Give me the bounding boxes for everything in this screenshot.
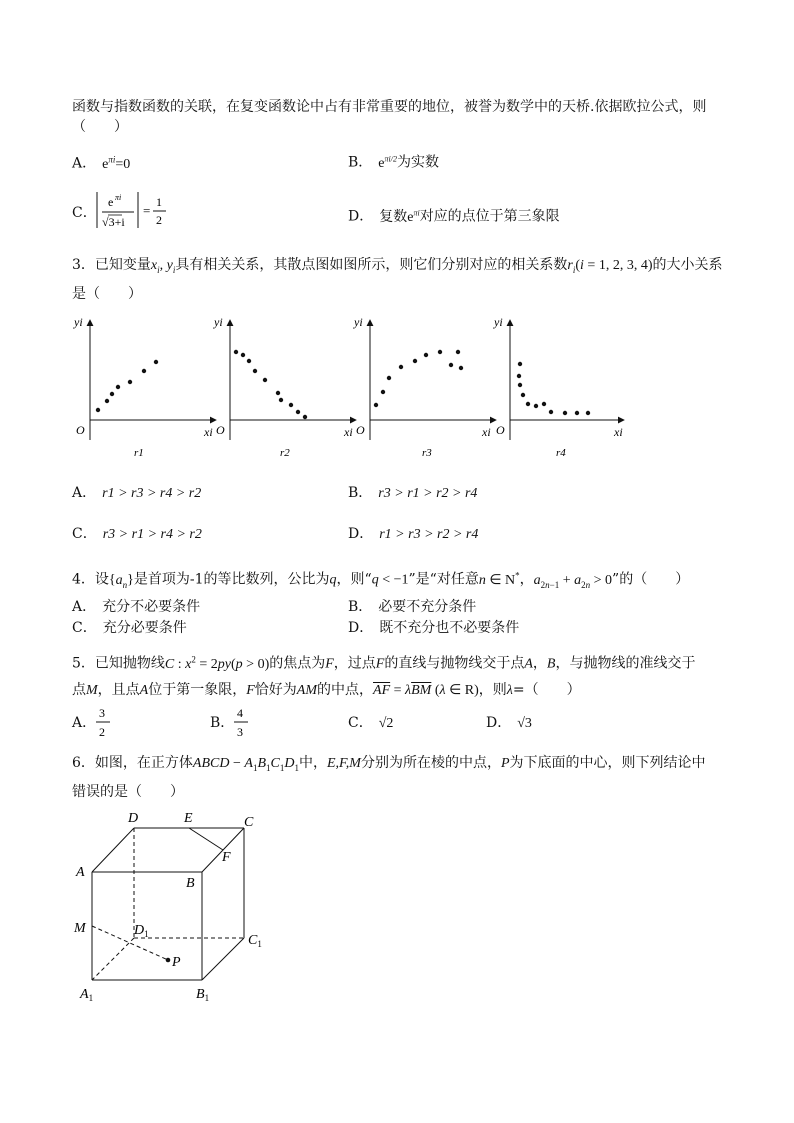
option-d-prefix: 复数 (379, 208, 408, 225)
data-point (253, 369, 257, 373)
q5-stem-line2 (72, 681, 581, 700)
label-D: D (128, 811, 139, 826)
label-B: B (186, 876, 195, 891)
point-P (166, 958, 171, 963)
y-axis-label: yi (494, 315, 503, 329)
origin-label: O (216, 423, 225, 437)
data-point (234, 350, 238, 354)
option-letter: D． (348, 620, 374, 636)
q5-stem-2d: 恰好为 (254, 682, 297, 698)
q5-stem-2b: ，且点 (97, 682, 140, 698)
label-P: P (172, 955, 181, 970)
q4-option-c[interactable] (72, 619, 187, 637)
data-point (549, 410, 553, 414)
data-point (399, 365, 403, 369)
q4-n-in-N: n ∈ N* (478, 570, 520, 588)
data-point (374, 403, 378, 407)
q6-cube-figure (70, 808, 280, 1008)
q5-stem-2e: 的中点， (317, 682, 374, 698)
q4-option-d[interactable] (348, 619, 519, 637)
option-letter: B． (348, 599, 373, 615)
label-A1: $A_1$ (80, 987, 94, 1003)
data-point (296, 410, 300, 414)
formula-half-den: 2 (156, 213, 162, 227)
data-point (518, 383, 522, 387)
scatter-plot-1 (73, 315, 216, 459)
q6-P: P (500, 756, 510, 771)
q6-stem-a: 6．如图，在正方体 (72, 755, 193, 771)
q5-parabola: C : $x^2 = 2py(p > 0)$ (164, 654, 270, 672)
q4-stem (72, 566, 689, 593)
option-text: √3 (517, 716, 532, 731)
scatter-plot-2 (213, 315, 356, 459)
option-letter: C． (72, 620, 97, 636)
y-axis-label: yi (354, 315, 363, 329)
q6-cube-name: ABCD − $A_1B_1C_1D_1$ (192, 756, 299, 773)
formula-exponent: πi (115, 193, 122, 202)
q3-option-a[interactable] (72, 484, 201, 503)
x-axis-label: xi (204, 425, 213, 439)
data-point (110, 392, 114, 396)
data-point (518, 362, 522, 366)
option-b-math: $e^{\pi i/2}$ (378, 154, 397, 171)
q3-stem-c: 的大小关系 (652, 257, 723, 273)
q5-stem-c: ，过点 (333, 655, 376, 672)
q3-option-d[interactable] (348, 525, 478, 544)
formula-numerator: e (108, 195, 114, 209)
label-B1: $B_1$ (196, 987, 210, 1003)
label-A: A (76, 865, 85, 880)
q4-stem-c: ，则“ (336, 571, 372, 588)
y-axis-label: yi (214, 315, 223, 329)
data-point (263, 378, 267, 382)
q5-stem-2f: ，则 (478, 682, 507, 698)
label-C1: $C_1$ (248, 933, 262, 949)
data-point (241, 353, 245, 357)
option-b-text: r3 > r1 > r2 > r4 (378, 486, 478, 501)
fraction-den: 3 (237, 725, 243, 739)
option-letter: D． (348, 526, 374, 542)
option-letter: A． (72, 485, 97, 501)
q3-stem-line1 (72, 256, 722, 279)
q4-option-a[interactable] (72, 598, 200, 616)
q5-option-d[interactable] (486, 714, 532, 733)
q6-EFM: E,F,M (326, 756, 361, 771)
option-letter: B． (210, 715, 235, 731)
option-a-text: r1 > r3 > r4 > r2 (102, 486, 202, 501)
data-point (413, 359, 417, 363)
plot-caption: r4 (556, 447, 566, 459)
q3-ri: $r_i$ (567, 258, 576, 275)
q2-option-c-letter[interactable]: C． (72, 205, 97, 221)
q3-stem-b: 具有相关关系，其散点图如图所示，则它们分别对应的相关系数 (175, 257, 568, 273)
q3-option-c[interactable] (72, 525, 202, 544)
data-point (438, 350, 442, 354)
option-d-math: $e^{\pi i}$ (407, 208, 420, 225)
q2-stem-line2: （ ） (72, 119, 128, 135)
q4-stem-f: ”的（ ） (612, 571, 690, 588)
label-D1: $D_1$ (134, 923, 149, 939)
q4-cond1: q < −1 (371, 572, 409, 588)
q4-q: q (329, 572, 337, 588)
option-b-suffix: 为实数 (396, 154, 439, 171)
option-text: √2 (378, 716, 394, 731)
q5-stem-d: 的直线与抛物线交于点 (384, 655, 525, 672)
data-point (279, 398, 283, 402)
plot-caption: r1 (134, 447, 144, 459)
option-a-math: $e^{\pi i}=0$ (102, 154, 131, 172)
origin-label: O (496, 423, 505, 437)
q4-cond2: $a_{2n-1} + a_{2n} > 0$ (533, 572, 613, 590)
data-point (575, 411, 579, 415)
plot-caption: r3 (422, 447, 432, 459)
q5-M: M (86, 683, 98, 698)
data-point (424, 353, 428, 357)
data-point (459, 366, 463, 370)
formula-equals: = (143, 203, 151, 218)
option-letter: D． (486, 715, 512, 731)
q2-option-a[interactable] (72, 150, 130, 174)
q2-stem-line1: 函数与指数函数的关联，在复变函数论中占有非常重要的地位，被誉为数学中的天桥.依据欧拉公式，则 (72, 99, 707, 115)
label-M: M (74, 921, 86, 936)
data-point (96, 408, 100, 412)
option-letter: B． (348, 485, 373, 501)
q2-option-b[interactable] (348, 150, 439, 173)
q6-stem-line2: 错误的是（ ） (72, 784, 184, 800)
q6-stem-c: 分别为所在棱的中点， (360, 755, 501, 771)
data-point (154, 360, 158, 364)
option-c-text: r3 > r1 > r4 > r2 (102, 527, 202, 542)
option-letter: C． (348, 715, 373, 731)
data-point (289, 403, 293, 407)
option-letter: B． (348, 154, 373, 171)
q6-stem-d: 为下底面的中心，则下列结论中 (509, 755, 706, 771)
data-point (276, 391, 280, 395)
q4-option-b[interactable] (348, 598, 476, 616)
data-point (456, 350, 460, 354)
option-text: 既不充分也不必要条件 (379, 620, 520, 636)
q5-B: B (546, 656, 556, 672)
data-point (517, 374, 521, 378)
q5-stem-e: ，与抛物线的准线交于 (555, 655, 696, 672)
q5-stem-2c: 位于第一象限， (148, 682, 247, 698)
q3-scatter-figures (68, 312, 638, 462)
option-letter: D． (348, 208, 374, 225)
q4-stem-a: 4．设 (72, 571, 109, 588)
option-letter: C． (72, 526, 97, 542)
q3-stem-a: 3．已知变量 (72, 257, 151, 273)
q5-vector-eq: $\overline{AF} = \lambda\overline{BM}$ (λ ∈ R) (373, 683, 479, 698)
q5-option-c[interactable] (348, 714, 393, 733)
q6-stem-b: 中， (298, 755, 327, 771)
data-point (387, 376, 391, 380)
q3-vars: $x_i$, $y_i$ (150, 258, 176, 275)
q2-option-d[interactable] (348, 204, 560, 227)
data-point (247, 359, 251, 363)
option-text: 充分必要条件 (102, 620, 187, 636)
q3-index-set: (i = 1, 2, 3, 4) (575, 258, 653, 273)
data-point (542, 402, 546, 406)
option-d-text: r1 > r3 > r2 > r4 (379, 527, 479, 542)
q5-F3: F (246, 683, 255, 698)
option-text: 充分不必要条件 (102, 599, 201, 615)
label-E: E (184, 811, 193, 826)
data-point (116, 385, 120, 389)
option-d-suffix: 对应的点位于第三象限 (419, 208, 560, 225)
scatter-plot-4 (493, 315, 624, 459)
q5-option-b[interactable] (210, 714, 234, 732)
q5-option-b-fraction (232, 704, 252, 740)
q3-stem-line2: 是（ ） (72, 286, 142, 302)
x-axis-label: xi (614, 425, 623, 439)
fraction-num: 4 (237, 706, 243, 720)
q5-AB: A (524, 656, 533, 672)
scatter-plot-3 (353, 315, 496, 459)
origin-label: O (356, 423, 365, 437)
q5-stem-2g: =（ ） (512, 682, 581, 698)
q3-option-b[interactable] (348, 484, 477, 503)
data-point (526, 402, 530, 406)
fraction-num: 3 (99, 706, 105, 720)
option-text: 必要不充分条件 (378, 599, 477, 615)
x-axis-label: xi (344, 425, 353, 439)
formula-denominator: √3+i (102, 215, 125, 229)
y-axis-label: yi (74, 315, 83, 329)
option-letter: A． (72, 715, 97, 731)
data-point (586, 411, 590, 415)
q5-A: A (139, 683, 149, 698)
q5-F2: F (375, 656, 385, 672)
plot-caption: r2 (280, 447, 290, 459)
q4-stem-e: ， (519, 571, 534, 588)
data-point (303, 415, 307, 419)
q5-F: F (325, 656, 334, 672)
formula-half-num: 1 (156, 195, 162, 209)
q4-seq: $\{a_n\}$ (108, 572, 134, 590)
data-point (449, 363, 453, 367)
origin-label: O (76, 423, 85, 437)
data-point (105, 399, 109, 403)
label-F: F (222, 850, 231, 865)
q5-stem-a: 5．已知抛物线 (72, 655, 165, 672)
q4-stem-b: 是首项为-1的等比数列，公比为 (133, 571, 330, 588)
q2-option-c-formula (94, 188, 174, 234)
q5-stem-2a: 点 (72, 682, 86, 698)
q5-lambda: λ (506, 683, 513, 698)
q5-AM: AM (296, 683, 318, 698)
x-axis-label: xi (482, 425, 491, 439)
q5-stem-b: 的焦点为 (269, 655, 326, 672)
q5-stem-line1: 5．已知抛物线C : $x^2 = 2py(p > 0)$的焦点为F，过点F的直线与抛物线交于点A，B，与抛物线的准线交于 (72, 654, 696, 672)
q6-stem-line1 (72, 754, 706, 777)
data-point (142, 369, 146, 373)
data-point (563, 411, 567, 415)
data-point (381, 390, 385, 394)
data-point (128, 380, 132, 384)
option-letter: A． (72, 155, 97, 172)
q4-stem-d: ”是“对任意 (408, 571, 479, 588)
data-point (521, 393, 525, 397)
fraction-den: 2 (99, 725, 105, 739)
option-letter: A． (72, 599, 97, 615)
label-C: C (244, 815, 254, 830)
q5-option-a-fraction (94, 704, 114, 740)
data-point (534, 404, 538, 408)
q5-option-a[interactable] (72, 714, 96, 732)
